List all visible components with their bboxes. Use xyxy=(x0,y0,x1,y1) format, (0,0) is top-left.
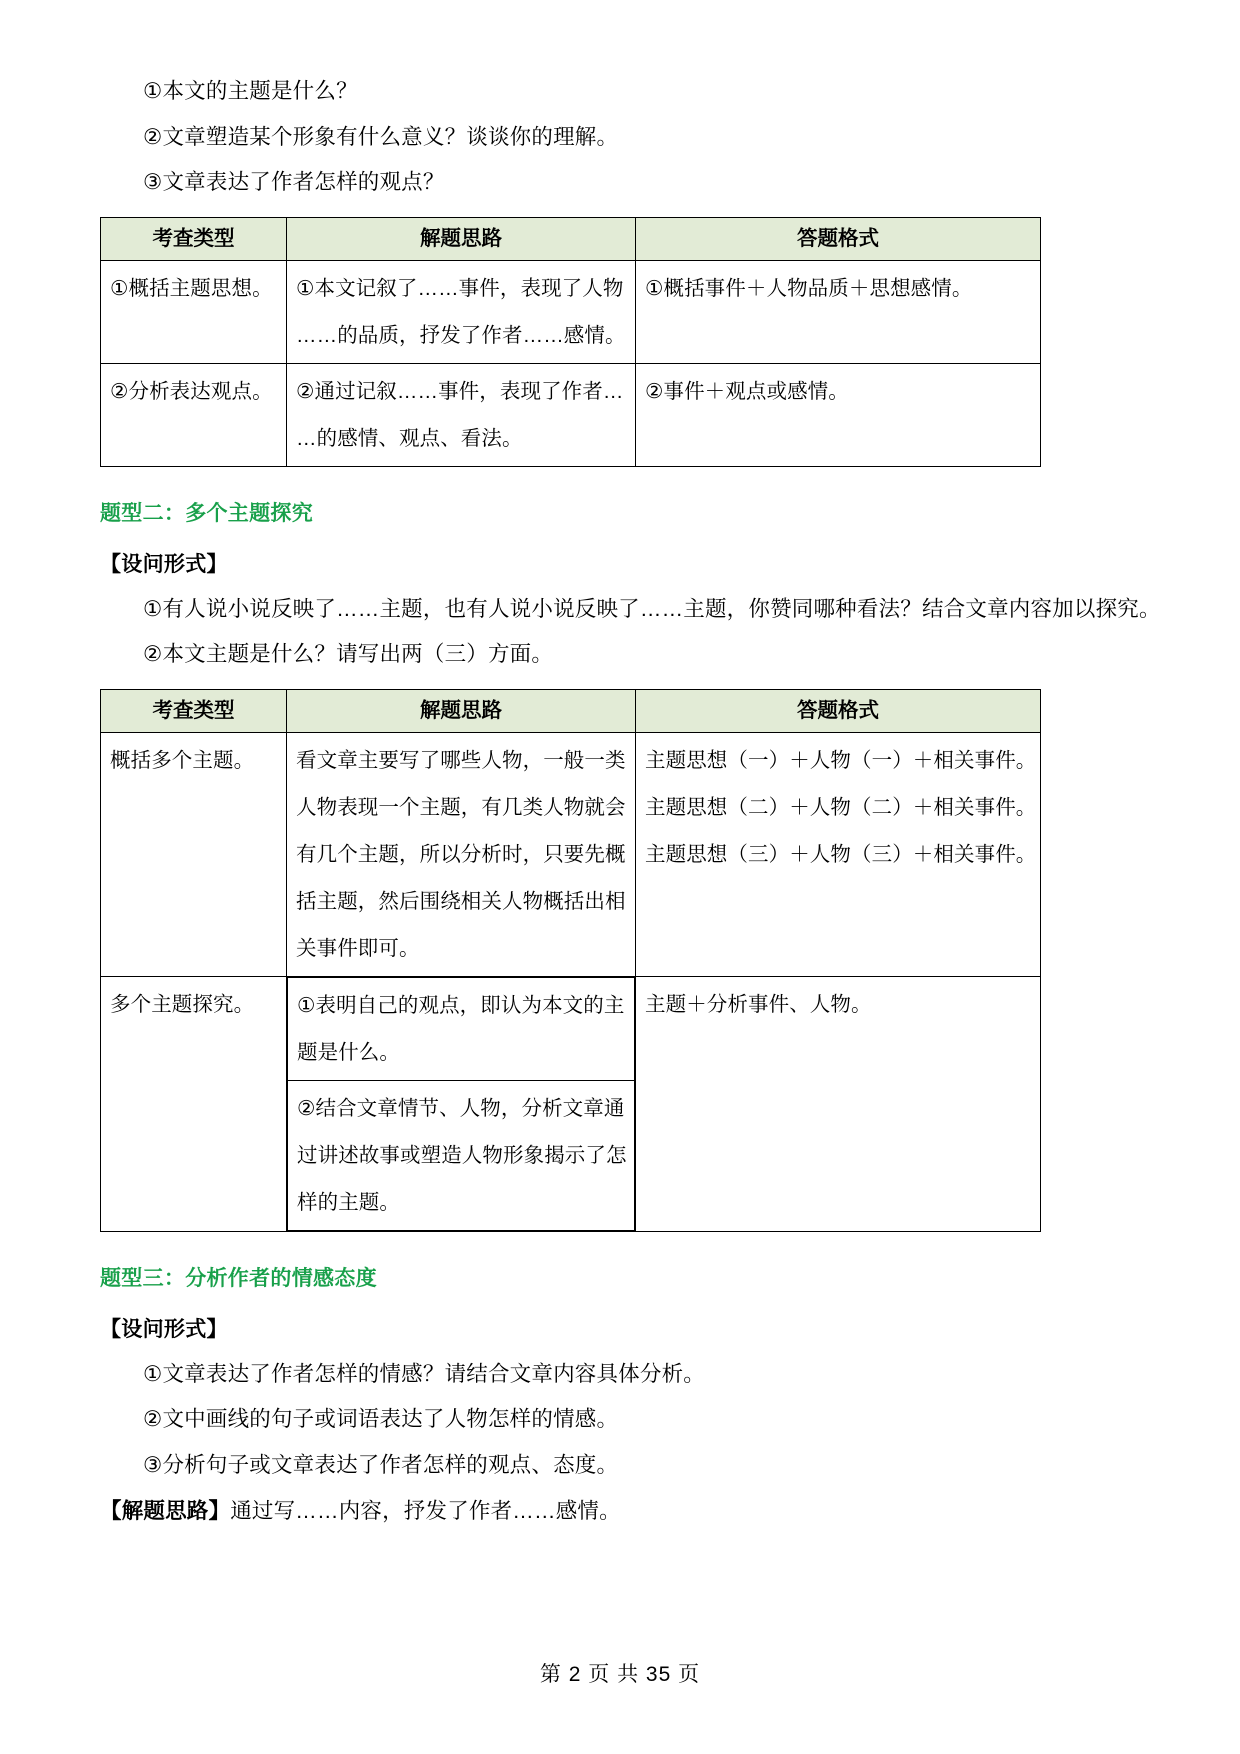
table-row xyxy=(101,732,1041,976)
question-line: ②文中画线的句子或词语表达了人物怎样的情感。 xyxy=(143,1407,619,1432)
cell-line: ①本文记叙了……事件，表现了人物 xyxy=(296,276,624,300)
column-header-approach: 解题思路 xyxy=(287,689,636,732)
cell-line: 多个主题探究。 xyxy=(110,992,255,1016)
cell-line: 人物表现一个主题，有几类人物就会 xyxy=(296,795,626,819)
table-header-row xyxy=(101,217,1041,260)
section-three xyxy=(100,1262,1140,1522)
nested-cell xyxy=(288,1080,635,1230)
cell-line: …的感情、观点、看法。 xyxy=(296,426,523,450)
cell-type xyxy=(101,976,287,1231)
table-section-one xyxy=(100,217,1041,467)
section-two-heading: 题型二：多个主题探究 xyxy=(100,501,313,525)
approach-text: 通过写……内容，抒发了作者……感情。 xyxy=(230,1498,621,1523)
table-section-two xyxy=(100,689,1041,1232)
cell-line: ②分析表达观点。 xyxy=(110,379,273,403)
column-header-format: 答题格式 xyxy=(636,217,1041,260)
cell-line: 样的主题。 xyxy=(297,1190,400,1214)
table-header-row xyxy=(101,689,1041,732)
column-header-type: 考查类型 xyxy=(101,689,287,732)
page-number-text: 第 2 页 共 35 页 xyxy=(539,1663,701,1686)
question-line: ②文章塑造某个形象有什么意义？谈谈你的理解。 xyxy=(143,124,619,149)
cell-line: 主题＋分析事件、人物。 xyxy=(645,992,872,1016)
approach-paragraph xyxy=(100,1500,1140,1523)
page-footer xyxy=(0,1658,1240,1688)
section-two xyxy=(100,497,1161,667)
question-line: ③文章表达了作者怎样的观点？ xyxy=(143,170,445,195)
cell-format xyxy=(636,976,1041,1231)
nested-cell xyxy=(288,977,635,1080)
cell-line: ……的品质，抒发了作者……感情。 xyxy=(296,323,626,347)
cell-line: 主题思想（一）＋人物（一）＋相关事件。 xyxy=(645,748,1037,772)
cell-line: ②通过记叙……事件，表现了作者… xyxy=(296,379,624,403)
question-line: ①文章表达了作者怎样的情感？请结合文章内容具体分析。 xyxy=(143,1361,705,1386)
cell-line: 主题思想（三）＋人物（三）＋相关事件。 xyxy=(645,842,1037,866)
cell-line: 括主题，然后围绕相关人物概括出相 xyxy=(296,889,626,913)
cell-line: ②结合文章情节、人物，分析文章通 xyxy=(297,1096,625,1120)
column-header-approach: 解题思路 xyxy=(287,217,636,260)
cell-format xyxy=(636,260,1041,363)
cell-approach xyxy=(287,732,636,976)
cell-format xyxy=(636,732,1041,976)
cell-line: ①概括事件＋人物品质＋思想感情。 xyxy=(645,276,973,300)
column-header-type: 考查类型 xyxy=(101,217,287,260)
column-header-format: 答题格式 xyxy=(636,689,1041,732)
table-row xyxy=(101,363,1041,466)
question-line: ①有人说小说反映了……主题，也有人说小说反映了……主题，你赞同哪种看法？结合文章内容加以探究。 xyxy=(143,596,1161,621)
cell-approach xyxy=(287,260,636,363)
approach-label: 【解题思路】 xyxy=(100,1498,231,1523)
cell-line: 概括多个主题。 xyxy=(110,748,255,772)
nested-approach-table xyxy=(287,977,635,1231)
cell-line: ①概括主题思想。 xyxy=(110,276,273,300)
question-line: ②本文主题是什么？请写出两（三）方面。 xyxy=(143,642,554,667)
question-line: ①本文的主题是什么？ xyxy=(143,79,358,103)
cell-type xyxy=(101,260,287,363)
nested-row xyxy=(288,977,635,1080)
section-one-questions xyxy=(100,80,1140,194)
cell-line: 题是什么。 xyxy=(297,1040,400,1064)
cell-line: 有几个主题，所以分析时，只要先概 xyxy=(296,842,626,866)
nested-row xyxy=(288,1080,635,1230)
cell-approach xyxy=(287,363,636,466)
section-two-subheading: 【设问形式】 xyxy=(100,552,228,576)
section-three-heading: 题型三：分析作者的情感态度 xyxy=(100,1266,377,1290)
cell-approach-split xyxy=(287,976,636,1231)
cell-line: 主题思想（二）＋人物（二）＋相关事件。 xyxy=(645,795,1037,819)
cell-line: ②事件＋观点或感情。 xyxy=(645,379,849,403)
cell-line: ①表明自己的观点，即认为本文的主 xyxy=(297,993,625,1017)
cell-line: 看文章主要写了哪些人物，一般一类 xyxy=(296,748,626,772)
cell-format xyxy=(636,363,1041,466)
cell-type xyxy=(101,732,287,976)
cell-type xyxy=(101,363,287,466)
cell-line: 过讲述故事或塑造人物形象揭示了怎 xyxy=(297,1143,627,1167)
table-row xyxy=(101,260,1041,363)
question-line: ③分析句子或文章表达了作者怎样的观点、态度。 xyxy=(143,1452,619,1477)
section-three-subheading: 【设问形式】 xyxy=(100,1317,228,1341)
table-row xyxy=(101,976,1041,1231)
cell-line: 关事件即可。 xyxy=(296,936,420,960)
